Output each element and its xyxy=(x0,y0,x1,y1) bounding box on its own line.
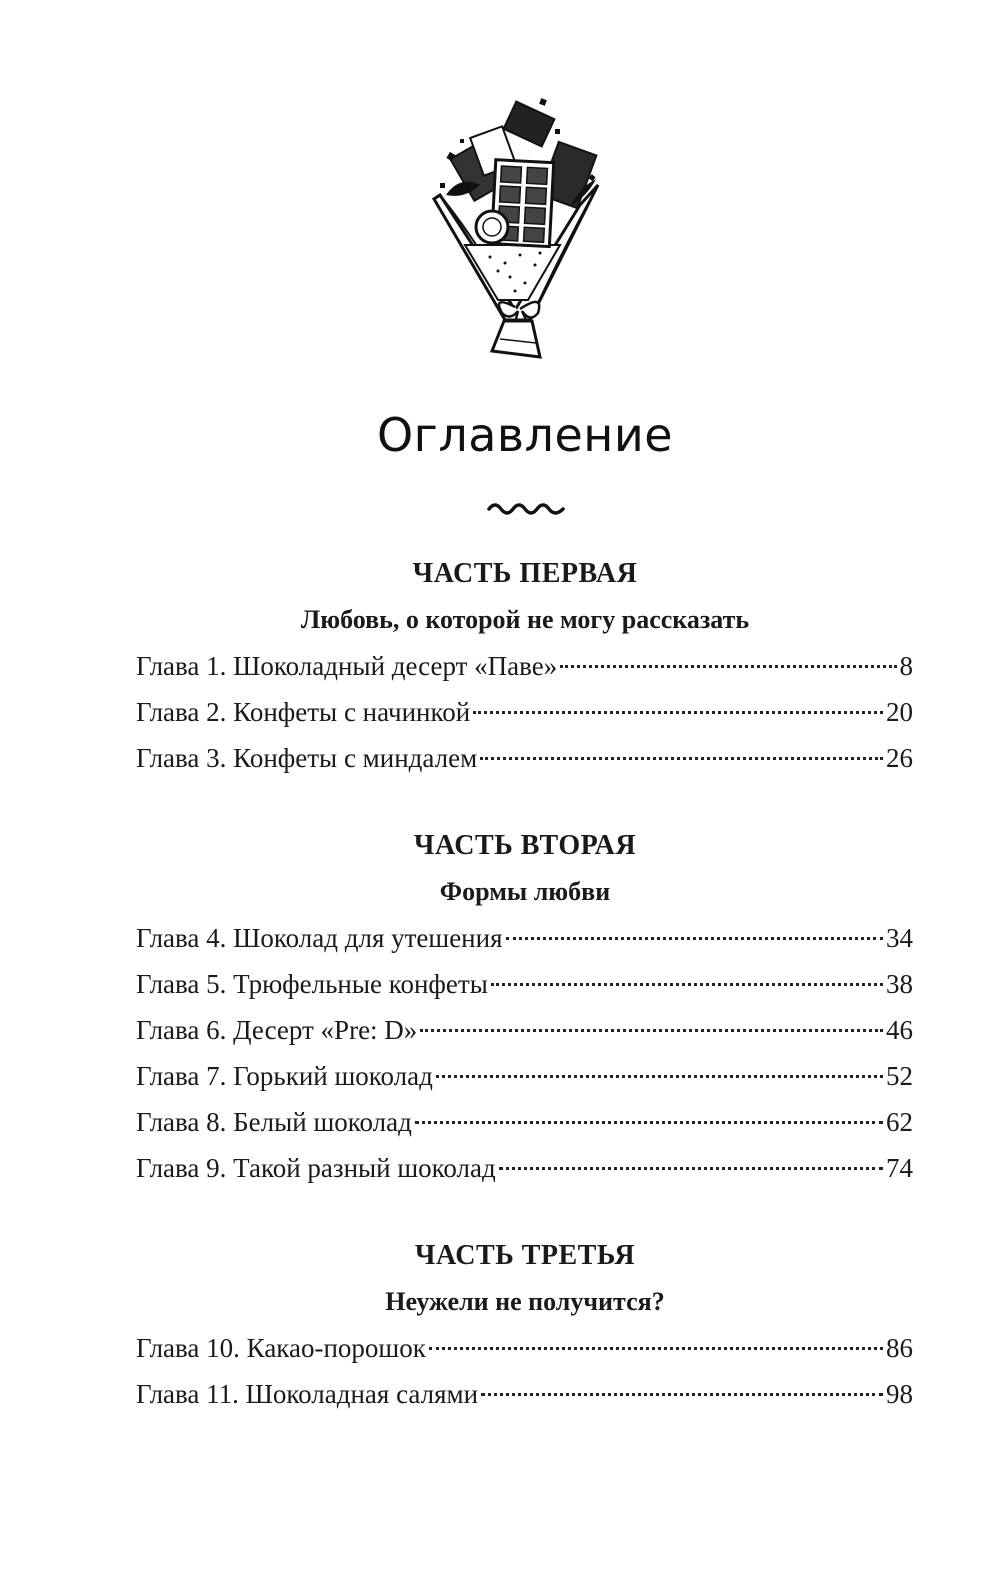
part-subtitle: Неужели не получится? xyxy=(385,1287,665,1316)
chapter-title: Глава 7. Горький шоколад xyxy=(136,1061,433,1091)
part-1-chapter-list xyxy=(136,643,913,781)
chapter-title: Глава 5. Трюфельные конфеты xyxy=(136,969,488,999)
chapter-title: Глава 4. Шоколад для утешения xyxy=(136,923,503,953)
page-number: 52 xyxy=(886,1061,913,1091)
dot-leader xyxy=(436,1075,883,1078)
toc-entry[interactable] xyxy=(136,689,913,735)
dot-leader xyxy=(481,1393,883,1396)
part-2-chapter-list xyxy=(136,915,913,1191)
part-1-header xyxy=(0,551,1000,643)
toc-entry[interactable] xyxy=(136,735,913,781)
dot-leader xyxy=(429,1347,883,1350)
part-2-header xyxy=(0,823,1000,915)
part-heading: ЧАСТЬ ТРЕТЬЯ xyxy=(414,1240,636,1271)
page-number: 34 xyxy=(886,923,913,953)
page-number: 86 xyxy=(886,1333,913,1363)
chapter-title: Глава 8. Белый шоколад xyxy=(136,1107,412,1137)
chocolate-bouquet-illustration xyxy=(420,95,620,365)
part-subtitle: Любовь, о которой не могу рассказать xyxy=(300,605,750,634)
dot-leader xyxy=(473,711,883,714)
chapter-title: Глава 9. Такой разный шоколад xyxy=(136,1153,496,1183)
dot-leader xyxy=(415,1121,883,1124)
page-number: 26 xyxy=(886,743,913,773)
page-number: 20 xyxy=(886,697,913,727)
dot-leader xyxy=(420,1029,883,1032)
toc-entry[interactable] xyxy=(136,1007,913,1053)
squiggle-divider-icon xyxy=(487,497,567,517)
page-number: 74 xyxy=(886,1153,913,1183)
chapter-title: Глава 3. Конфеты с миндалем xyxy=(136,743,478,773)
page-number: 8 xyxy=(899,651,913,681)
toc-entry[interactable] xyxy=(136,1325,913,1371)
part-3-header xyxy=(0,1233,1000,1325)
dot-leader xyxy=(480,757,883,760)
page-title: Оглавление xyxy=(376,408,674,462)
toc-entry[interactable] xyxy=(136,1099,913,1145)
page-number: 38 xyxy=(886,969,913,999)
toc-entry[interactable] xyxy=(136,1371,913,1417)
chapter-title: Глава 6. Десерт «Pre: D» xyxy=(136,1015,418,1045)
part-subtitle: Формы любви xyxy=(439,877,611,906)
page-number: 46 xyxy=(886,1015,913,1045)
dot-leader xyxy=(499,1167,883,1170)
part-heading: ЧАСТЬ ПЕРВАЯ xyxy=(412,558,638,589)
chapter-title: Глава 10. Какао-порошок xyxy=(136,1333,426,1363)
part-heading: ЧАСТЬ ВТОРАЯ xyxy=(413,830,637,861)
toc-entry[interactable] xyxy=(136,961,913,1007)
toc-entry[interactable] xyxy=(136,915,913,961)
toc-entry[interactable] xyxy=(136,1145,913,1191)
part-3-chapter-list xyxy=(136,1325,913,1417)
page-number: 62 xyxy=(886,1107,913,1137)
page-number: 98 xyxy=(886,1379,913,1409)
dot-leader xyxy=(506,937,884,940)
chapter-title: Глава 11. Шоколадная салями xyxy=(136,1379,479,1409)
dot-leader xyxy=(560,665,896,668)
dot-leader xyxy=(491,983,883,986)
toc-entry[interactable] xyxy=(136,643,913,689)
chapter-title: Глава 1. Шоколадный десерт «Паве» xyxy=(136,651,558,681)
chapter-title: Глава 2. Конфеты с начинкой xyxy=(136,697,471,727)
toc-entry[interactable] xyxy=(136,1053,913,1099)
